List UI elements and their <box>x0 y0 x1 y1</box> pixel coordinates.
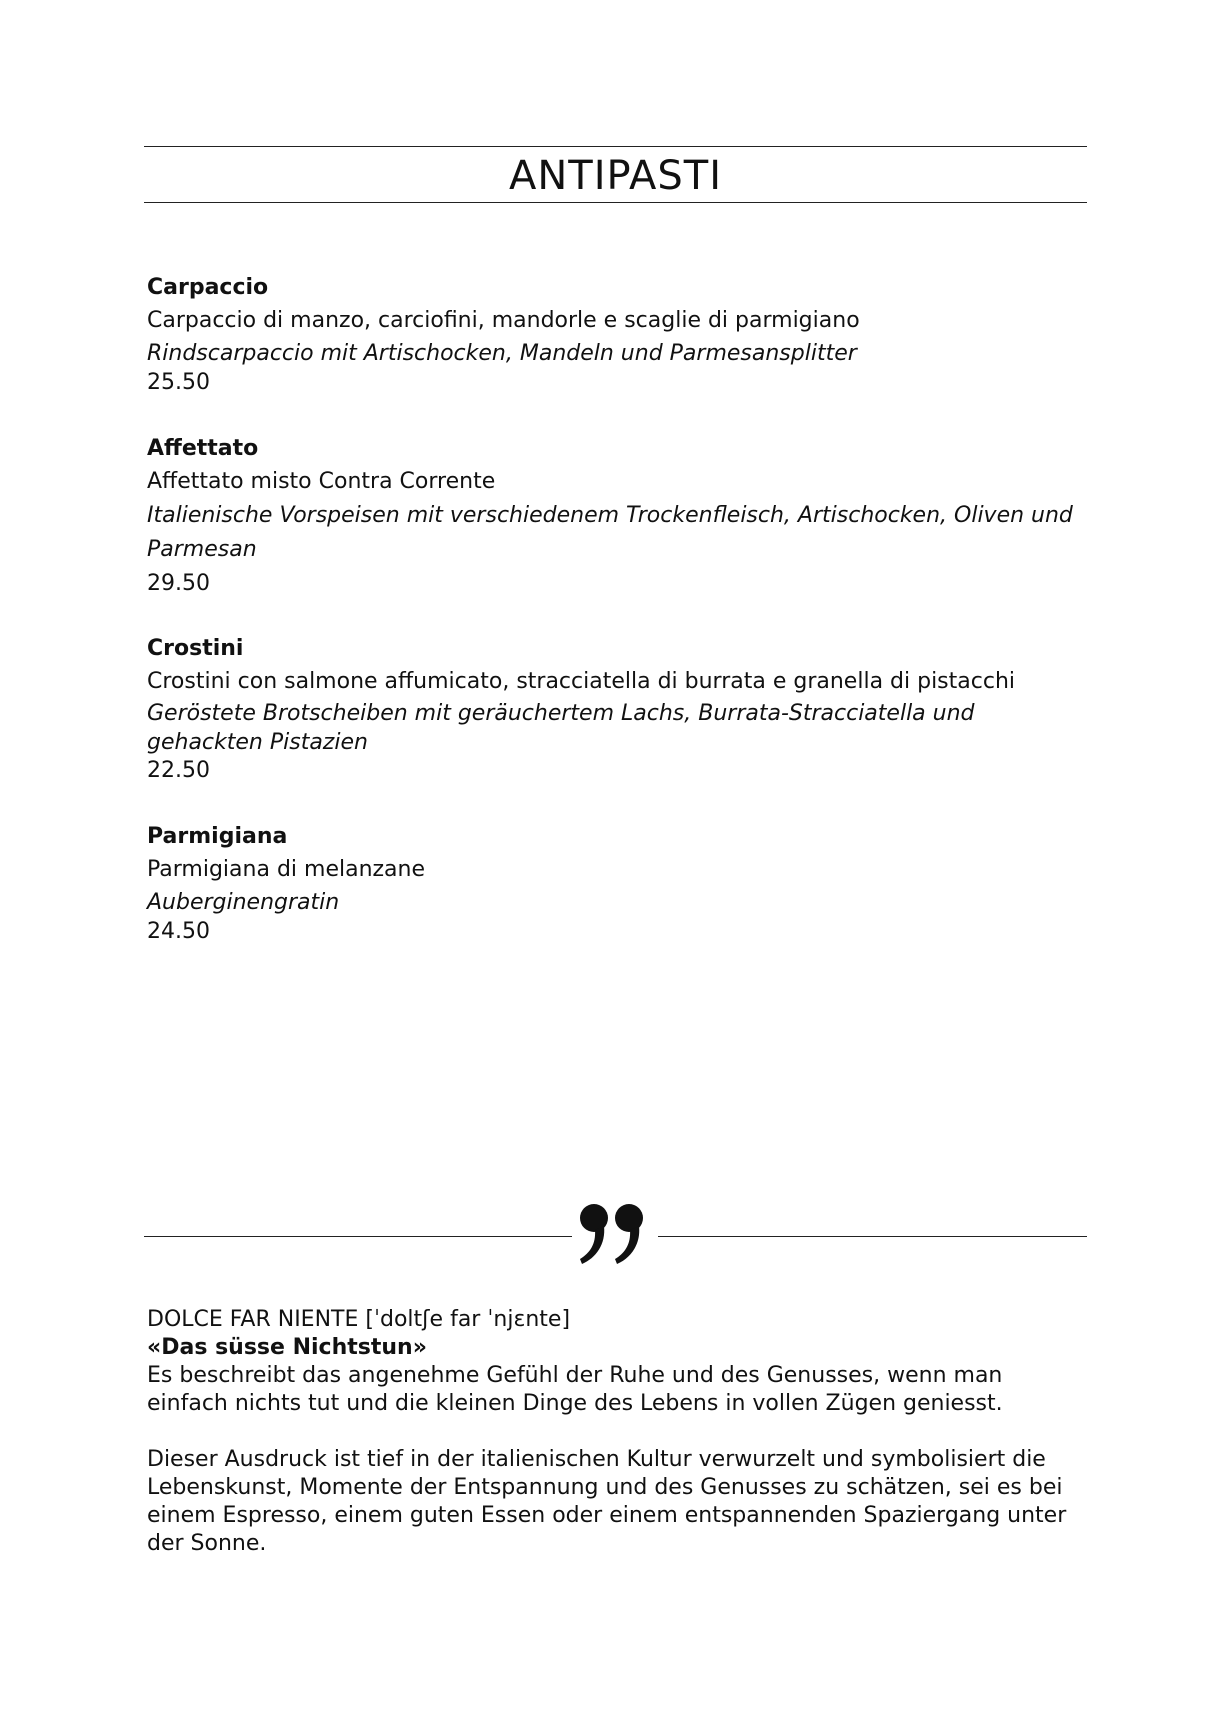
title-bottom-rule <box>144 202 1087 203</box>
quote-right-rule <box>658 1236 1087 1237</box>
menu-item-carpaccio <box>147 272 1087 397</box>
quotation-mark-icon <box>578 1200 650 1270</box>
item-price: 24.50 <box>147 919 210 944</box>
item-german-description: Geröstete Brotscheiben mit geräuchertem Lachs, Burrata-Stracciatella und gehackten Pistazien <box>147 701 975 755</box>
menu-list <box>147 272 1087 946</box>
item-name: Carpaccio <box>147 275 269 300</box>
menu-item-affettato <box>147 433 1087 601</box>
menu-item-crostini <box>147 633 1087 785</box>
item-italian-description: Parmigiana di melanzane <box>147 857 426 882</box>
item-german-description: Rindscarpaccio mit Artischocken, Mandeln und Parmesansplitter <box>147 341 857 366</box>
item-name: Affettato <box>147 436 259 461</box>
definition-paragraph-2: Dieser Ausdruck ist tief in der italienischen Kultur verwurzelt und symbolisiert die Lebenskunst, Momente der Entspannung und des Genusses zu schätzen, sei es bei einem Espresso, einem guten Essen oder einem entspannenden Spaziergang unter der Sonne. <box>147 1447 1067 1556</box>
definition-term: DOLCE FAR NIENTE [ˈdoltʃe far ˈnjɛnte] <box>147 1307 571 1332</box>
quote-left-rule <box>144 1236 572 1237</box>
item-german-description: Italienische Vorspeisen mit verschiedenem Trockenfleisch, Artischocken, Oliven und Parmesan <box>147 503 1073 562</box>
menu-item-parmigiana <box>147 821 1087 946</box>
item-price: 29.50 <box>147 571 210 596</box>
item-name: Crostini <box>147 636 244 661</box>
definition-block <box>147 1306 1087 1558</box>
item-name: Parmigiana <box>147 824 288 849</box>
definition-translation: «Das süsse Nichtstun» <box>147 1335 427 1360</box>
definition-paragraph-1: Es beschreibt das angenehme Gefühl der Ruhe und des Genusses, wenn man einfach nichts tut und die kleinen Dinge des Lebens in vollen Zügen geniesst. <box>147 1363 1003 1416</box>
item-price: 22.50 <box>147 758 210 783</box>
item-italian-description: Crostini con salmone affumicato, stracciatella di burrata e granella di pistacchi <box>147 669 1016 694</box>
item-german-description: Auberginengratin <box>147 890 340 915</box>
item-price: 25.50 <box>147 370 210 395</box>
item-italian-description: Affettato misto Contra Corrente <box>147 469 496 494</box>
section-title: ANTIPASTI <box>508 153 723 199</box>
title-top-rule <box>144 146 1087 147</box>
item-italian-description: Carpaccio di manzo, carciofini, mandorle e scaglie di parmigiano <box>147 308 860 333</box>
